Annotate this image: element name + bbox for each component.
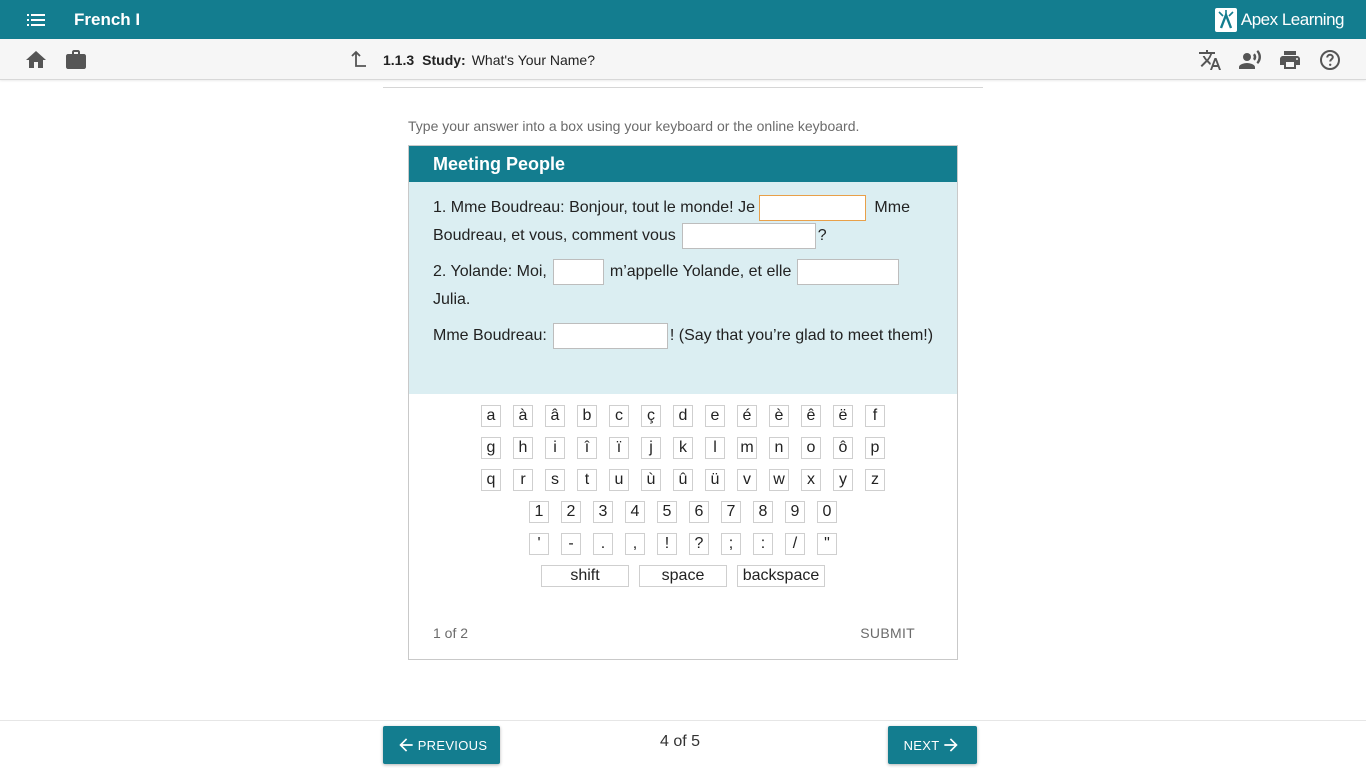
key[interactable]: 1 <box>529 501 549 523</box>
keyboard-row-5 <box>409 533 957 555</box>
menu-icon[interactable] <box>27 12 45 28</box>
key[interactable]: t <box>577 469 597 491</box>
page-indicator: 4 of 5 <box>660 733 701 750</box>
question-1-end: ? <box>817 227 827 244</box>
key[interactable]: g <box>481 437 501 459</box>
question-2-end: Julia. <box>433 291 471 308</box>
online-keyboard <box>409 394 957 587</box>
key[interactable]: , <box>625 533 645 555</box>
question-3-text-b: ! (Say that you’re glad to meet them!) <box>669 327 934 344</box>
answer-input-3[interactable] <box>553 259 604 285</box>
key[interactable]: ç <box>641 405 661 427</box>
help-icon[interactable] <box>1318 48 1342 72</box>
key[interactable]: 6 <box>689 501 709 523</box>
key[interactable]: m <box>737 437 757 459</box>
question-area <box>409 182 957 394</box>
key[interactable]: . <box>593 533 613 555</box>
keyboard-row-4 <box>409 501 957 523</box>
course-title: French I <box>74 10 141 29</box>
key[interactable]: 8 <box>753 501 773 523</box>
key[interactable]: p <box>865 437 885 459</box>
key[interactable]: s <box>545 469 565 491</box>
key[interactable]: ï <box>609 437 629 459</box>
key[interactable]: è <box>769 405 789 427</box>
question-3-text-a: Mme Boudreau: <box>433 327 547 344</box>
lesson-title: What's Your Name? <box>471 52 595 68</box>
briefcase-icon[interactable] <box>64 48 88 72</box>
arrow-right-icon <box>941 735 961 755</box>
key[interactable]: ô <box>833 437 853 459</box>
key[interactable]: n <box>769 437 789 459</box>
key[interactable]: 4 <box>625 501 645 523</box>
key[interactable]: 5 <box>657 501 677 523</box>
previous-button[interactable] <box>383 726 500 764</box>
key[interactable]: : <box>753 533 773 555</box>
key[interactable]: z <box>865 469 885 491</box>
key[interactable]: - <box>561 533 581 555</box>
key[interactable]: w <box>769 469 789 491</box>
text-to-speech-icon[interactable] <box>1238 48 1262 72</box>
home-icon[interactable] <box>24 48 48 72</box>
key[interactable]: " <box>817 533 837 555</box>
apex-learning-logo <box>1215 7 1344 33</box>
key[interactable]: ? <box>689 533 709 555</box>
key[interactable]: b <box>577 405 597 427</box>
previous-label: PREVIOUS <box>417 737 488 753</box>
key[interactable]: r <box>513 469 533 491</box>
key[interactable]: ë <box>833 405 853 427</box>
breadcrumb <box>383 52 595 68</box>
keyboard-row-2 <box>409 437 957 459</box>
activity-card <box>408 145 958 660</box>
backspace-key[interactable]: backspace <box>737 565 825 587</box>
next-button[interactable] <box>888 726 977 764</box>
answer-input-2[interactable] <box>682 223 816 249</box>
key[interactable]: à <box>513 405 533 427</box>
key[interactable]: ! <box>657 533 677 555</box>
key[interactable]: k <box>673 437 693 459</box>
key[interactable]: ê <box>801 405 821 427</box>
question-2 <box>433 258 937 314</box>
next-label: NEXT <box>903 737 940 753</box>
brand-name: Apex Learning <box>1240 10 1344 29</box>
key[interactable]: 7 <box>721 501 741 523</box>
key[interactable]: ù <box>641 469 661 491</box>
key[interactable]: y <box>833 469 853 491</box>
key[interactable]: 2 <box>561 501 581 523</box>
keyboard-row-6 <box>409 565 957 587</box>
key[interactable]: 0 <box>817 501 837 523</box>
answer-input-4[interactable] <box>797 259 899 285</box>
instructions-text: Type your answer into a box using your keyboard or the online keyboard. <box>408 118 860 134</box>
question-3 <box>433 322 937 350</box>
key[interactable]: 3 <box>593 501 613 523</box>
key[interactable]: o <box>801 437 821 459</box>
lesson-kind: Study: <box>422 52 466 68</box>
apex-logo-icon <box>1215 8 1237 32</box>
key[interactable]: û <box>673 469 693 491</box>
key[interactable]: ; <box>721 533 741 555</box>
activity-footer <box>433 625 915 641</box>
bottom-nav <box>0 720 1366 768</box>
key[interactable]: j <box>641 437 661 459</box>
submit-button[interactable]: SUBMIT <box>860 625 915 641</box>
arrow-left-icon <box>396 735 416 755</box>
key[interactable]: h <box>513 437 533 459</box>
key[interactable]: v <box>737 469 757 491</box>
top-bar <box>0 0 1366 39</box>
question-1-text-a: 1. Mme Boudreau: Bonjour, tout le monde! Je <box>433 199 755 216</box>
key[interactable]: x <box>801 469 821 491</box>
activity-progress: 1 of 2 <box>433 625 469 641</box>
space-key[interactable]: space <box>639 565 727 587</box>
key[interactable]: a <box>481 405 501 427</box>
toolbar <box>0 39 1366 80</box>
key[interactable]: i <box>545 437 565 459</box>
answer-input-5[interactable] <box>553 323 668 349</box>
keyboard-row-1 <box>409 405 957 427</box>
question-1 <box>433 194 937 250</box>
key[interactable]: é <box>737 405 757 427</box>
key[interactable]: î <box>577 437 597 459</box>
question-1-text-b: Mme Boudreau, et vous, comment vous <box>433 199 910 244</box>
key[interactable]: u <box>609 469 629 491</box>
key[interactable]: ' <box>529 533 549 555</box>
key[interactable]: d <box>673 405 693 427</box>
divider <box>383 87 983 88</box>
key[interactable]: 9 <box>785 501 805 523</box>
key[interactable]: e <box>705 405 725 427</box>
question-2-text-a: 2. Yolande: Moi, <box>433 263 547 280</box>
key[interactable]: l <box>705 437 725 459</box>
key[interactable]: â <box>545 405 565 427</box>
key[interactable]: q <box>481 469 501 491</box>
question-2-text-b: m’appelle Yolande, et elle <box>609 263 792 280</box>
shift-key[interactable]: shift <box>541 565 629 587</box>
key[interactable]: f <box>865 405 885 427</box>
key[interactable]: c <box>609 405 629 427</box>
answer-input-1[interactable] <box>759 195 866 221</box>
print-icon[interactable] <box>1278 48 1302 72</box>
key[interactable]: ü <box>705 469 725 491</box>
activity-title: Meeting People <box>409 146 957 182</box>
up-level-icon[interactable] <box>346 48 370 72</box>
keyboard-row-3 <box>409 469 957 491</box>
lesson-number: 1.1.3 <box>383 52 415 68</box>
translate-icon[interactable] <box>1198 48 1222 72</box>
key[interactable]: / <box>785 533 805 555</box>
